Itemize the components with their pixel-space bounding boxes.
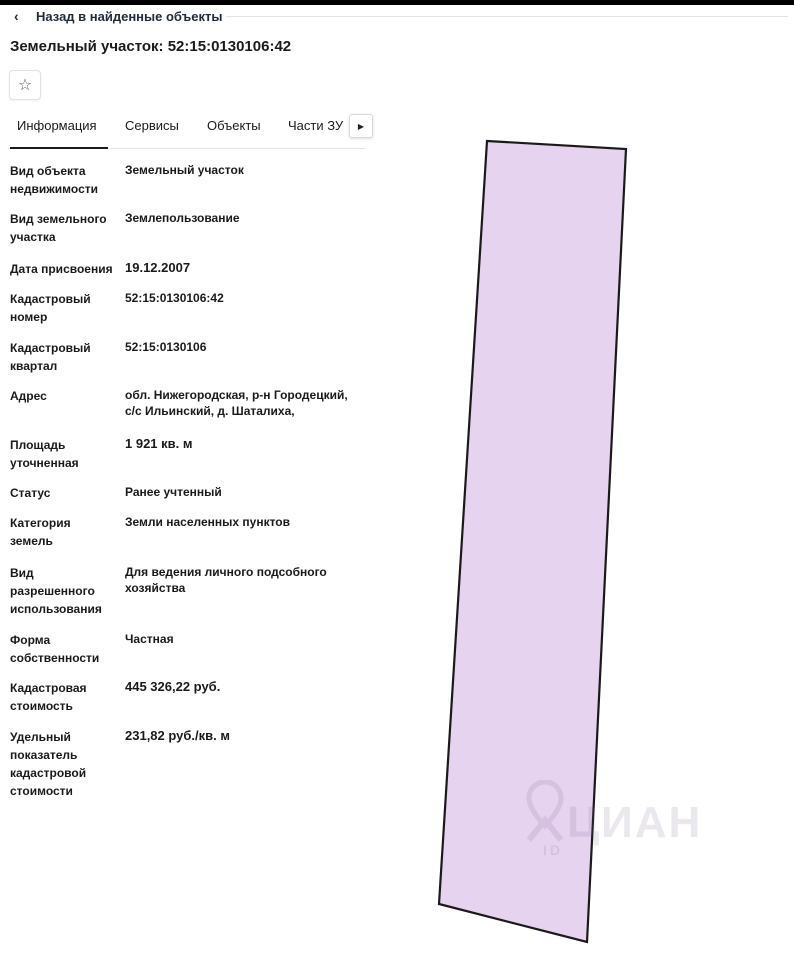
star-icon: ☆: [17, 77, 33, 94]
info-label: Вид разрешенного использования: [10, 566, 102, 616]
chevron-right-icon: ▶: [357, 121, 365, 131]
back-link-label: Назад в найденные объекты: [36, 8, 223, 24]
divider: [226, 16, 788, 17]
info-label: Кадастровый квартал: [10, 341, 91, 373]
info-label: Дата присвоения: [10, 262, 113, 276]
info-label: Площадь уточненная: [10, 438, 79, 470]
info-label: Адрес: [10, 389, 47, 403]
top-strip: [0, 0, 794, 5]
tab-parcel-parts[interactable]: Части ЗУ: [288, 118, 344, 133]
watermark-sub: ID: [543, 842, 563, 858]
page-title: Земельный участок: 52:15:0130106:42: [10, 38, 292, 55]
info-label: Кадастровый номер: [10, 292, 91, 324]
location-pin-icon: [525, 780, 565, 844]
info-label: Форма собственности: [10, 633, 100, 665]
tab-bar: [8, 112, 366, 149]
info-value: обл. Нижегородская, р-н Городецкий, с/с Ильинский, д. Шаталиха,: [125, 388, 348, 418]
info-value: 52:15:0130106: [125, 340, 207, 354]
info-label: Удельный показатель кадастровой стоимости: [10, 730, 87, 798]
info-value: Частная: [125, 632, 174, 646]
tabs-scroll-right-button[interactable]: [349, 114, 373, 138]
info-value: Землепользование: [125, 211, 240, 225]
info-label: Кадастровая стоимость: [10, 681, 87, 713]
watermark-brand: ЦИАН: [567, 798, 703, 847]
info-value: 19.12.2007: [125, 260, 191, 275]
info-value: Земельный участок: [125, 163, 244, 177]
info-label: Статус: [10, 486, 51, 500]
watermark: [505, 778, 705, 858]
info-label: Вид объекта недвижимости: [10, 164, 98, 196]
active-tab-indicator: [10, 147, 108, 149]
info-value: 231,82 руб./кв. м: [125, 728, 230, 743]
info-label: Категория земель: [10, 516, 71, 548]
back-to-results-link[interactable]: [14, 6, 222, 26]
tab-objects[interactable]: Объекты: [207, 118, 261, 133]
tab-services[interactable]: Сервисы: [125, 118, 179, 133]
info-label: Вид земельного участка: [10, 212, 107, 244]
info-value: Ранее учтенный: [125, 485, 222, 499]
favorite-button[interactable]: [9, 70, 41, 100]
chevron-left-icon: ‹: [14, 8, 19, 24]
info-value: 1 921 кв. м: [125, 436, 193, 451]
info-value: Для ведения личного подсобного хозяйства: [125, 565, 327, 595]
info-value: 52:15:0130106:42: [125, 291, 224, 305]
info-value: Земли населенных пунктов: [125, 515, 291, 529]
info-value: 445 326,22 руб.: [125, 679, 221, 694]
tab-info[interactable]: Информация: [17, 118, 97, 133]
